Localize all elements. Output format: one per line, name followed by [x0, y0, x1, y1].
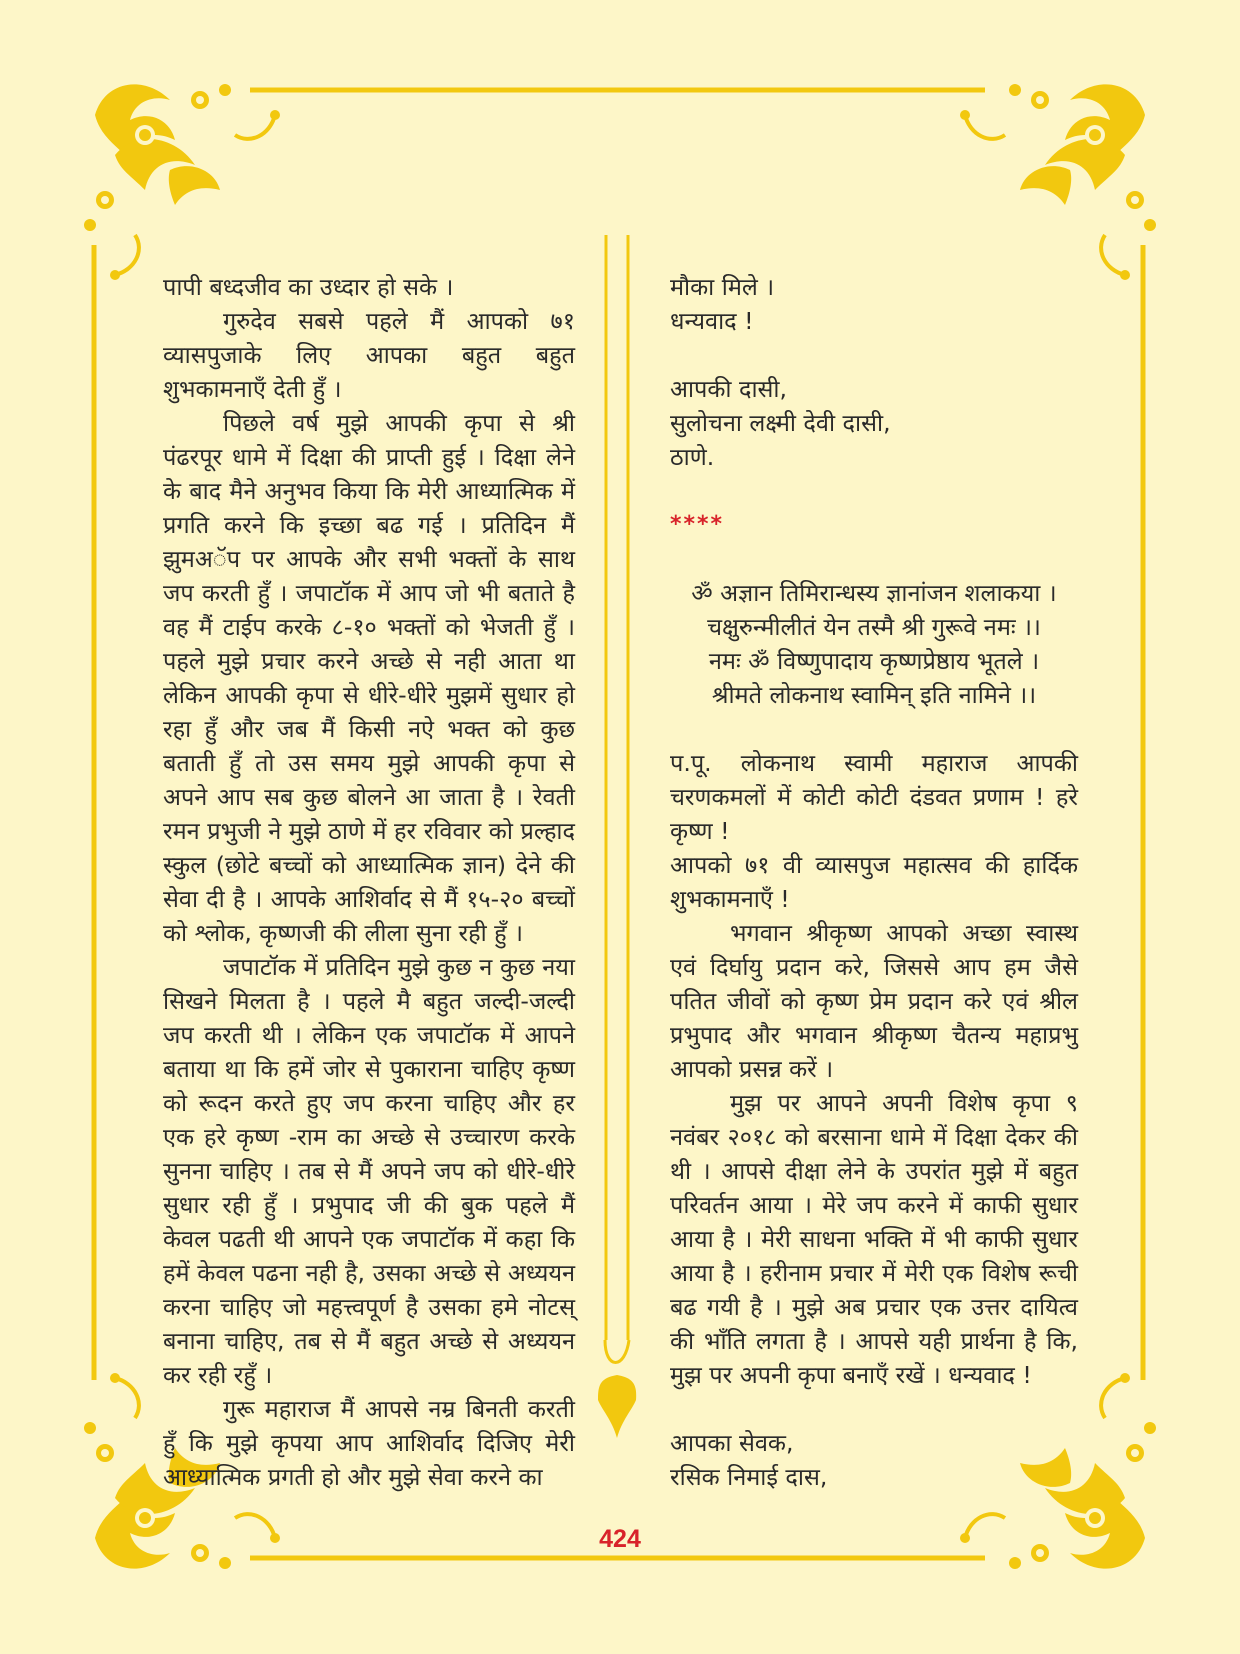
page-number: 424 — [599, 1525, 641, 1553]
right-paragraph-1: प.पू. लोकनाथ स्वामी महाराज आपकी चरणकमलों में कोटी कोटी दंडवत प्रणाम ! हरे कृष्ण ! — [670, 749, 1078, 845]
mantra-line-1: ॐ अज्ञान तिमिरान्धस्य ज्ञानांजन शलाकया । — [691, 579, 1057, 607]
left-paragraph-1: पापी बध्दजीव का उध्दार हो सके । — [163, 273, 454, 301]
right-line-2: धन्यवाद ! — [670, 307, 754, 335]
left-paragraph-4: जपाटॉक में प्रतिदिन मुझे कुछ न कुछ नया सिखने मिलता है । पहले मै बहुत जल्दी-जल्दी जप करती थी । लेकिन एक जपाटॉक में आपने बताया था कि हमें जोर से पुकाराना चाहिए कृष्ण को रूदन करते हुए जप करना चाहिए और हर एक हरे कृष्ण -राम का अच्छे से उच्चारण करके सुनना चाहिए । तब से मैं अपने जप को धीरे-धीरे सुधार रही हुँ । प्रभुपाद जी की बुक पहले मैं केवल पढती थी आपने एक जपाटॉक में कहा कि हमें केवल पढना नही है, उसका अच्छे से अध्ययन करना चाहिए जो महत्त्वपूर्ण है उसका हमे नोटस् बनाना चाहिए, तब से मैं बहुत अच्छे से अध्ययन कर रही रहुँ । — [163, 953, 575, 1389]
right-line-1: मौका मिले । — [670, 273, 775, 301]
mantra-line-4: श्रीमते लोकनाथ स्वामिन् इति नामिने ।। — [711, 681, 1037, 709]
left-paragraph-3: पिछले वर्ष मुझे आपकी कृपा से श्री पंढरपूर धामे में दिक्षा की प्राप्ती हुई । दिक्षा लेने के बाद मैने अनुभव किया कि मेरी आध्यात्मिक में प्रगति करने कि इच्छा बढ गई । प्रतिदिन मैं झुमअॅप पर आपके और सभी भक्तों के साथ जप करती हुँ । जपाटॉक में आप जो भी बताते है वह मैं टाईप करके ८-१० भक्तों को भेजती हुँ । पहले मुझे प्रचार करने अच्छे से नही आता था लेकिन आपकी कृपा से धीरे-धीरे मुझमें सुधार हो रहा हुँ और जब मैं किसी नऐ भक्त को कुछ बताती हुँ तो उस समय मुझे आपकी कृपा से अपने आप सब कुछ बोलने आ जाता है । रेवती रमन प्रभुजी ने मुझे ठाणे में हर रविवार को प्रल्हाद स्कुल (छोटे बच्चों को आध्यात्मिक ज्ञान) देने की सेवा दी है । आपके आशिर्वाद से मैं १५-२० बच्चों को श्लोक, कृष्णजी की लीला सुना रही हुँ । — [163, 409, 575, 947]
mantra-line-2: चक्षुरुन्मीलीतं येन तस्मै श्री गुरूवे नमः ।। — [707, 613, 1041, 641]
mantra-line-3: नमः ॐ विष्णुपादाय कृष्णप्रेष्ठाय भूतले । — [708, 647, 1040, 675]
right-paragraph-2: आपको ७१ वी व्यासपुज महात्सव की हार्दिक शुभकामनाएँ ! — [670, 851, 1078, 913]
signature-1-line-1: आपकी दासी, — [670, 375, 787, 403]
signature-1-line-3: ठाणे. — [670, 443, 715, 471]
section-separator-stars: **** — [670, 512, 725, 537]
signature-2-line-1: आपका सेवक, — [670, 1429, 794, 1457]
left-paragraph-2: गुरुदेव सबसे पहले मैं आपको ७१ व्यासपुजाके लिए आपका बहुत बहुत शुभकामनाएँ देती हुँ । — [163, 307, 575, 403]
left-paragraph-5: गुरू महाराज मैं आपसे नम्र बिनती करती हुँ कि मुझे कृपया आप आशिर्वाद दिजिए मेरी आध्यात्मिक प्रगती हो और मुझे सेवा करने का — [163, 1395, 575, 1491]
right-paragraph-3: भगवान श्रीकृष्ण आपको अच्छा स्वास्थ एवं दिर्घायु प्रदान करे, जिससे आप हम जैसे पतित जीवों को कृष्ण प्रेम प्रदान करे एवं श्रील प्रभुपाद और भगवान श्रीकृष्ण चैतन्य महाप्रभु आपको प्रसन्न करें । — [670, 919, 1078, 1083]
signature-2-line-2: रसिक निमाई दास, — [670, 1463, 828, 1491]
guru-mantra — [670, 576, 1078, 712]
left-column — [163, 270, 575, 1494]
signature-1-line-2: सुलोचना लक्ष्मी देवी दासी, — [670, 409, 891, 437]
right-column — [670, 270, 1078, 1494]
right-paragraph-4: मुझ पर आपने अपनी विशेष कृपा ९ नवंबर २०१८ को बरसाना धामे में दिक्षा देकर की थी । आपसे दीक्षा लेने के उपरांत मुझे में बहुत परिवर्तन आया । मेरे जप करने में काफी सुधार आया है । मेरी साधना भक्ति में भी काफी सुधार आया है । हरीनाम प्रचार में मेरी एक विशेष रूची बढ गयी है । मुझे अब प्रचार एक उत्तर दायित्व की भाँति लगता है । आपसे यही प्रार्थना है कि, मुझ पर अपनी कृपा बनाएँ रखें । धन्यवाद ! — [670, 1089, 1078, 1389]
